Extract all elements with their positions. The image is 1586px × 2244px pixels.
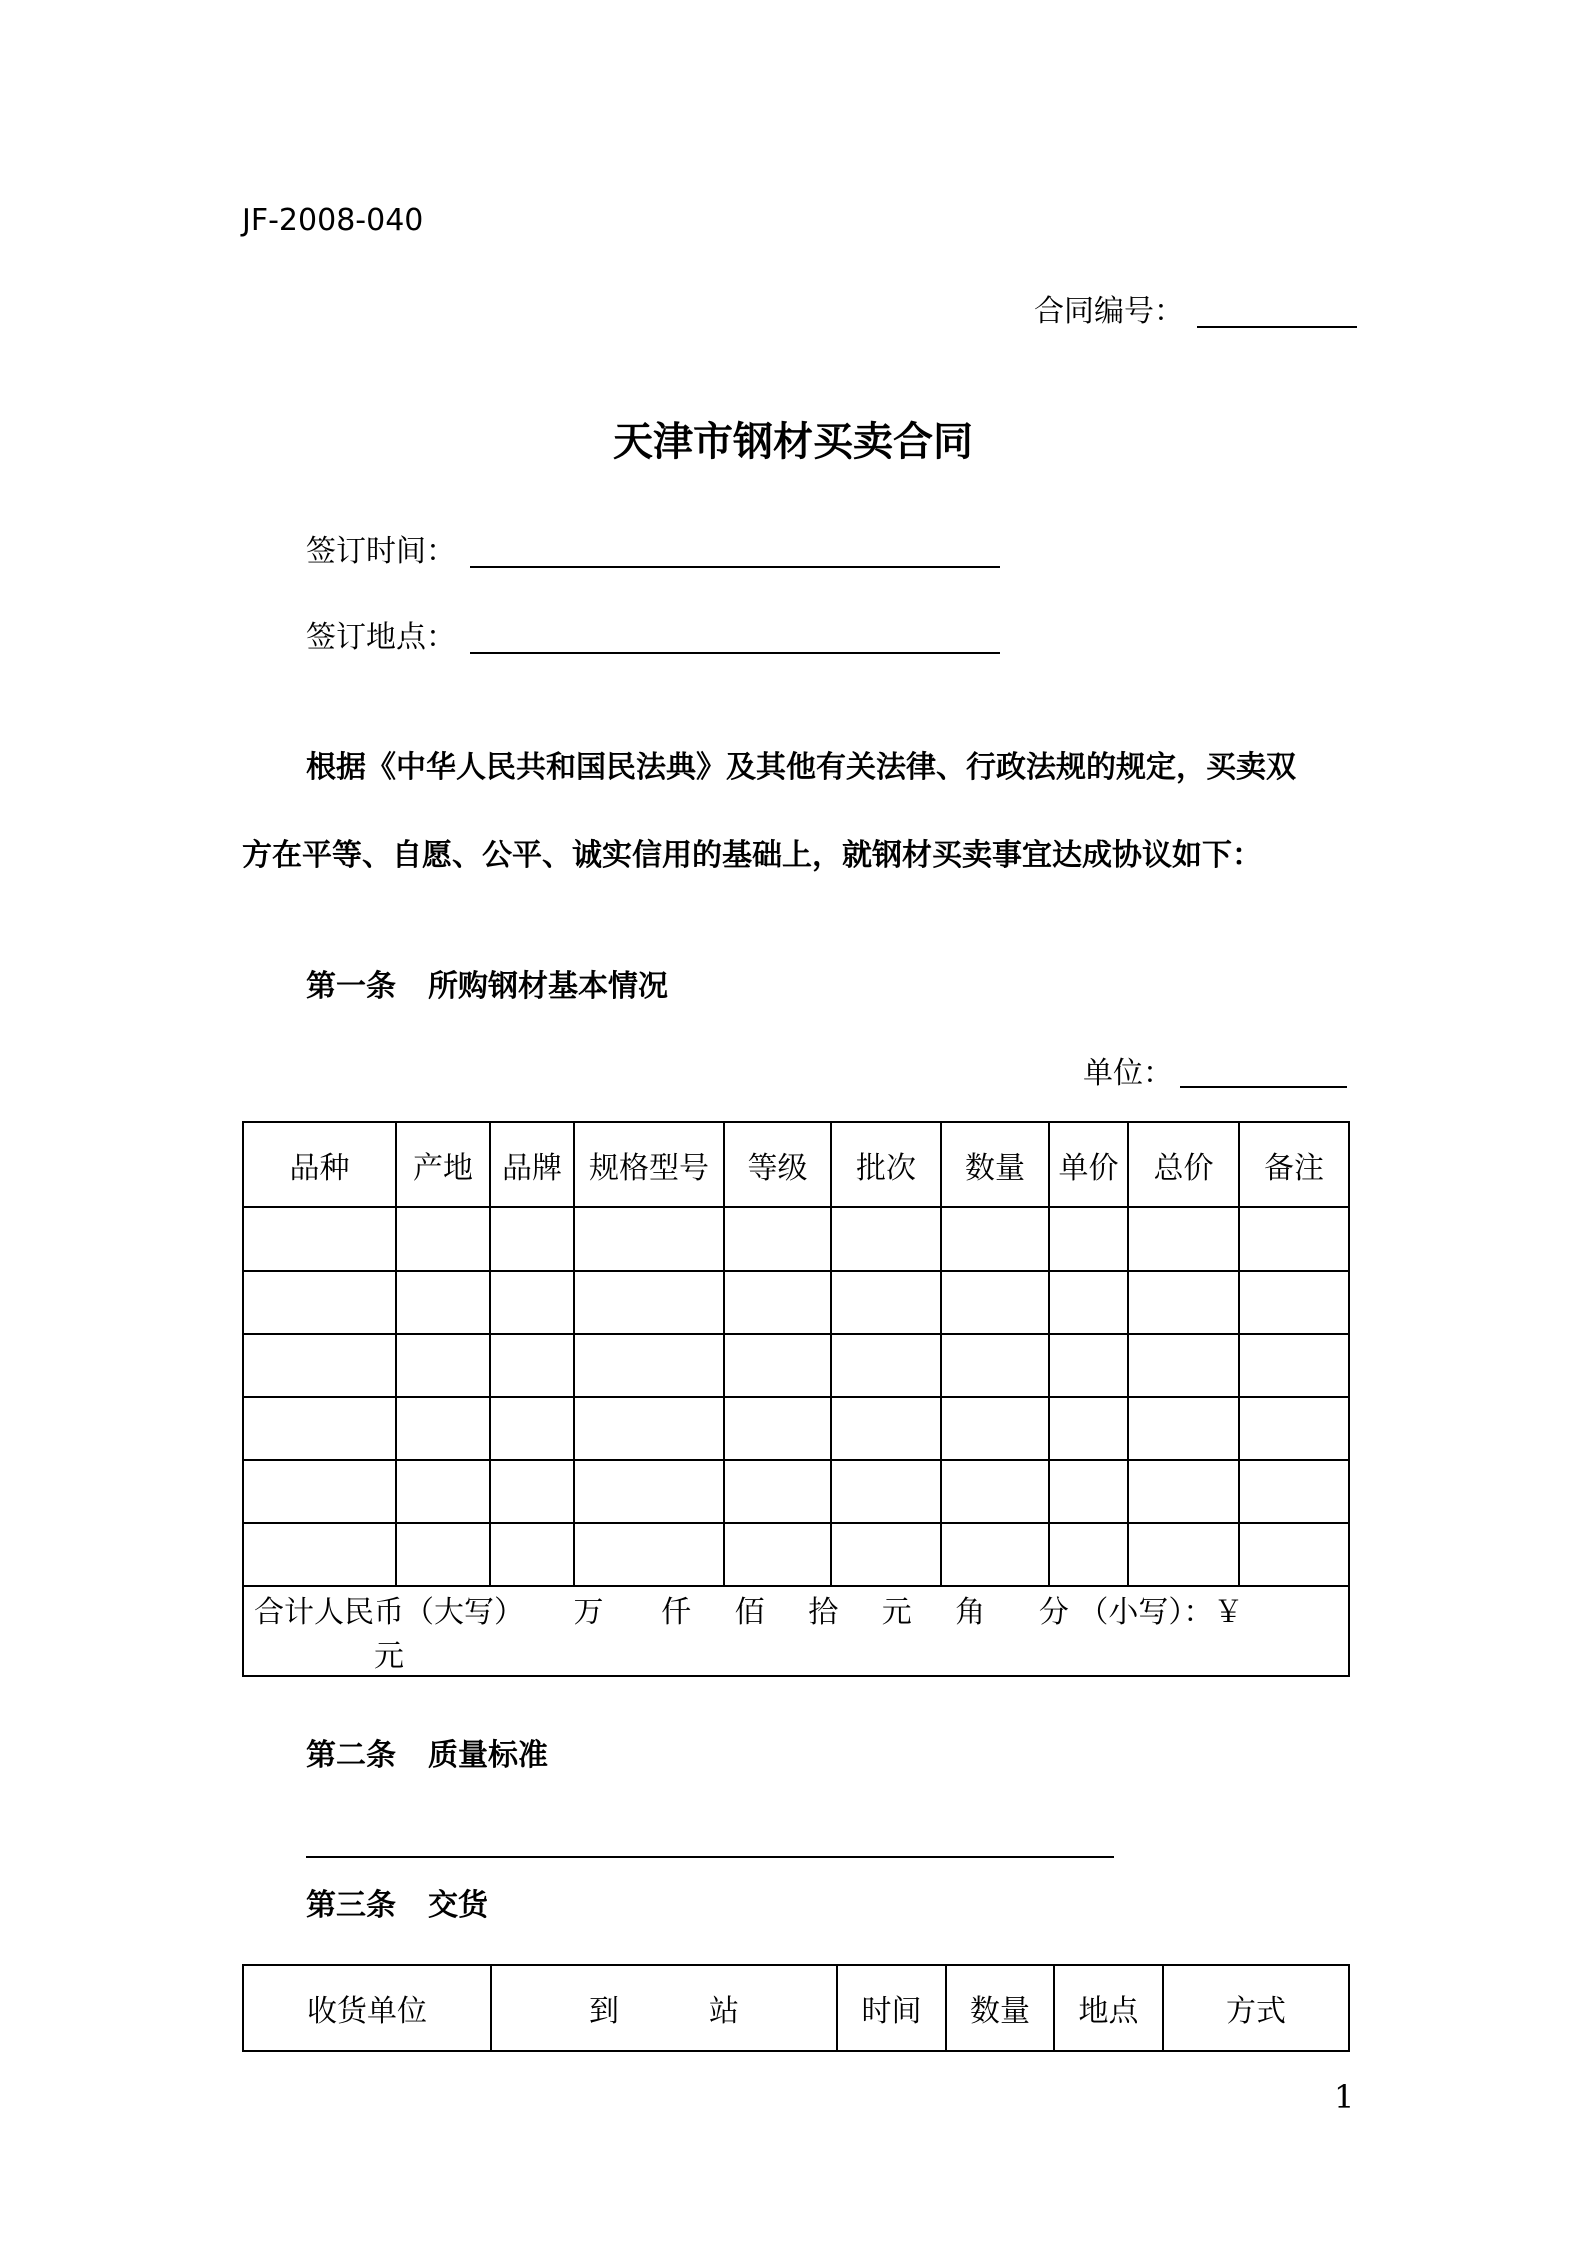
table-cell[interactable] <box>831 1334 941 1397</box>
table-cell[interactable] <box>396 1334 490 1397</box>
table-cell[interactable] <box>941 1397 1049 1460</box>
unit-wan: 万 <box>573 1595 604 1630</box>
sign-place-field[interactable] <box>470 626 1000 654</box>
table-cell[interactable] <box>574 1271 724 1334</box>
table-cell[interactable] <box>490 1397 574 1460</box>
page-number: 1 <box>1334 2078 1355 2116</box>
article-2-heading <box>306 1730 548 1774</box>
table-cell[interactable] <box>941 1271 1049 1334</box>
header-destination-station: 到 站 <box>491 1965 837 2051</box>
total-cell[interactable] <box>243 1586 1349 1676</box>
table-cell[interactable] <box>941 1207 1049 1271</box>
table-row <box>243 1460 1349 1523</box>
unit-label: 单位： <box>1083 1056 1173 1091</box>
table-cell[interactable] <box>396 1397 490 1460</box>
table-cell[interactable] <box>490 1207 574 1271</box>
table-cell[interactable] <box>243 1397 396 1460</box>
table-cell[interactable] <box>574 1523 724 1586</box>
header-grade: 等级 <box>724 1122 831 1207</box>
header-brand: 品牌 <box>490 1122 574 1207</box>
table-cell[interactable] <box>490 1271 574 1334</box>
unit-bai: 佰 <box>734 1595 765 1630</box>
article-1-title: 所购钢材基本情况 <box>428 969 668 1004</box>
table-row <box>243 1397 1349 1460</box>
table-cell[interactable] <box>490 1460 574 1523</box>
table-cell[interactable] <box>724 1523 831 1586</box>
steel-table <box>242 1121 1350 1677</box>
table-cell[interactable] <box>831 1523 941 1586</box>
header-origin: 产地 <box>396 1122 490 1207</box>
table-cell[interactable] <box>490 1334 574 1397</box>
unit-qian: 仟 <box>661 1595 692 1630</box>
article-3-heading <box>306 1880 488 1924</box>
table-cell[interactable] <box>490 1523 574 1586</box>
table-cell[interactable] <box>1049 1271 1128 1334</box>
table-row <box>243 1334 1349 1397</box>
table-cell[interactable] <box>396 1207 490 1271</box>
contract-number-label: 合同编号： <box>1034 294 1184 329</box>
table-row <box>243 1523 1349 1586</box>
unit-jiao: 角 <box>955 1595 986 1630</box>
sign-time-label: 签订时间： <box>306 534 456 569</box>
table-cell[interactable] <box>1128 1334 1239 1397</box>
article-1-number: 第一条 <box>306 969 396 1004</box>
table-cell[interactable] <box>1239 1460 1349 1523</box>
table-cell[interactable] <box>1049 1460 1128 1523</box>
table-cell[interactable] <box>1049 1397 1128 1460</box>
contract-number-field[interactable] <box>1197 300 1357 328</box>
header-remarks: 备注 <box>1239 1122 1349 1207</box>
table-cell[interactable] <box>243 1460 396 1523</box>
table-cell[interactable] <box>1049 1207 1128 1271</box>
table-cell[interactable] <box>724 1460 831 1523</box>
table-cell[interactable] <box>941 1334 1049 1397</box>
unit-shi: 拾 <box>808 1595 839 1630</box>
header-batch: 批次 <box>831 1122 941 1207</box>
table-cell[interactable] <box>724 1397 831 1460</box>
table-cell[interactable] <box>1128 1271 1239 1334</box>
table-cell[interactable] <box>574 1207 724 1271</box>
table-cell[interactable] <box>831 1397 941 1460</box>
header-spec: 规格型号 <box>574 1122 724 1207</box>
table-cell[interactable] <box>1128 1460 1239 1523</box>
table-cell[interactable] <box>1239 1271 1349 1334</box>
table-cell[interactable] <box>724 1207 831 1271</box>
header-unit-price: 单价 <box>1049 1122 1128 1207</box>
table-cell[interactable] <box>574 1460 724 1523</box>
table-cell[interactable] <box>396 1523 490 1586</box>
table-cell[interactable] <box>1128 1207 1239 1271</box>
header-total-price: 总价 <box>1128 1122 1239 1207</box>
table-cell[interactable] <box>831 1207 941 1271</box>
table-cell[interactable] <box>243 1334 396 1397</box>
table-cell[interactable] <box>1239 1334 1349 1397</box>
article-1-heading <box>306 961 668 1005</box>
table-cell[interactable] <box>1128 1397 1239 1460</box>
delivery-table <box>242 1964 1350 2052</box>
table-cell[interactable] <box>243 1207 396 1271</box>
table-cell[interactable] <box>1239 1523 1349 1586</box>
header-quantity: 数量 <box>941 1122 1049 1207</box>
table-cell[interactable] <box>396 1271 490 1334</box>
article-3-number: 第三条 <box>306 1888 396 1923</box>
steel-table-header-row <box>243 1122 1349 1207</box>
article-2-number: 第二条 <box>306 1738 396 1773</box>
header-quantity: 数量 <box>946 1965 1054 2051</box>
sign-time-field[interactable] <box>470 540 1000 568</box>
small-amount-yuan: 元 <box>374 1639 404 1674</box>
table-cell[interactable] <box>1049 1523 1128 1586</box>
table-cell[interactable] <box>831 1271 941 1334</box>
delivery-header-row <box>243 1965 1349 2051</box>
preamble-line-2: 方在平等、自愿、公平、诚实信用的基础上，就钢材买卖事宜达成协议如下： <box>242 838 1262 873</box>
table-cell[interactable] <box>1049 1334 1128 1397</box>
header-consignee: 收货单位 <box>243 1965 491 2051</box>
header-method: 方式 <box>1163 1965 1349 2051</box>
table-cell[interactable] <box>724 1334 831 1397</box>
table-cell[interactable] <box>396 1460 490 1523</box>
article-3-title: 交货 <box>428 1888 488 1923</box>
sign-place-label: 签订地点： <box>306 620 456 655</box>
total-row <box>243 1586 1349 1676</box>
table-row <box>243 1271 1349 1334</box>
quality-standard-field[interactable] <box>306 1820 1114 1858</box>
table-cell[interactable] <box>831 1460 941 1523</box>
document-title: 天津市钢材买卖合同 <box>613 419 973 465</box>
document-code: JF-2008-040 <box>242 203 424 238</box>
table-cell[interactable] <box>1239 1207 1349 1271</box>
table-cell[interactable] <box>724 1271 831 1334</box>
table-cell[interactable] <box>941 1460 1049 1523</box>
table-cell[interactable] <box>941 1523 1049 1586</box>
unit-fen: 分 <box>1038 1595 1069 1630</box>
table-cell[interactable] <box>574 1334 724 1397</box>
unit-yuan: 元 <box>881 1595 912 1630</box>
table-cell[interactable] <box>243 1523 396 1586</box>
header-variety: 品种 <box>243 1122 396 1207</box>
table-cell[interactable] <box>1239 1397 1349 1460</box>
preamble-line-1: 根据《中华人民共和国民法典》及其他有关法律、行政法规的规定，买卖双 <box>306 750 1296 785</box>
total-label: 合计人民币（大写） <box>254 1595 524 1630</box>
table-row <box>243 1207 1349 1271</box>
header-time: 时间 <box>837 1965 946 2051</box>
table-cell[interactable] <box>574 1397 724 1460</box>
table-cell[interactable] <box>1128 1523 1239 1586</box>
unit-field[interactable] <box>1180 1062 1347 1088</box>
header-location: 地点 <box>1054 1965 1163 2051</box>
table-cell[interactable] <box>243 1271 396 1334</box>
small-amount-label: （小写）：￥ <box>1078 1595 1244 1630</box>
article-2-title: 质量标准 <box>428 1738 548 1773</box>
